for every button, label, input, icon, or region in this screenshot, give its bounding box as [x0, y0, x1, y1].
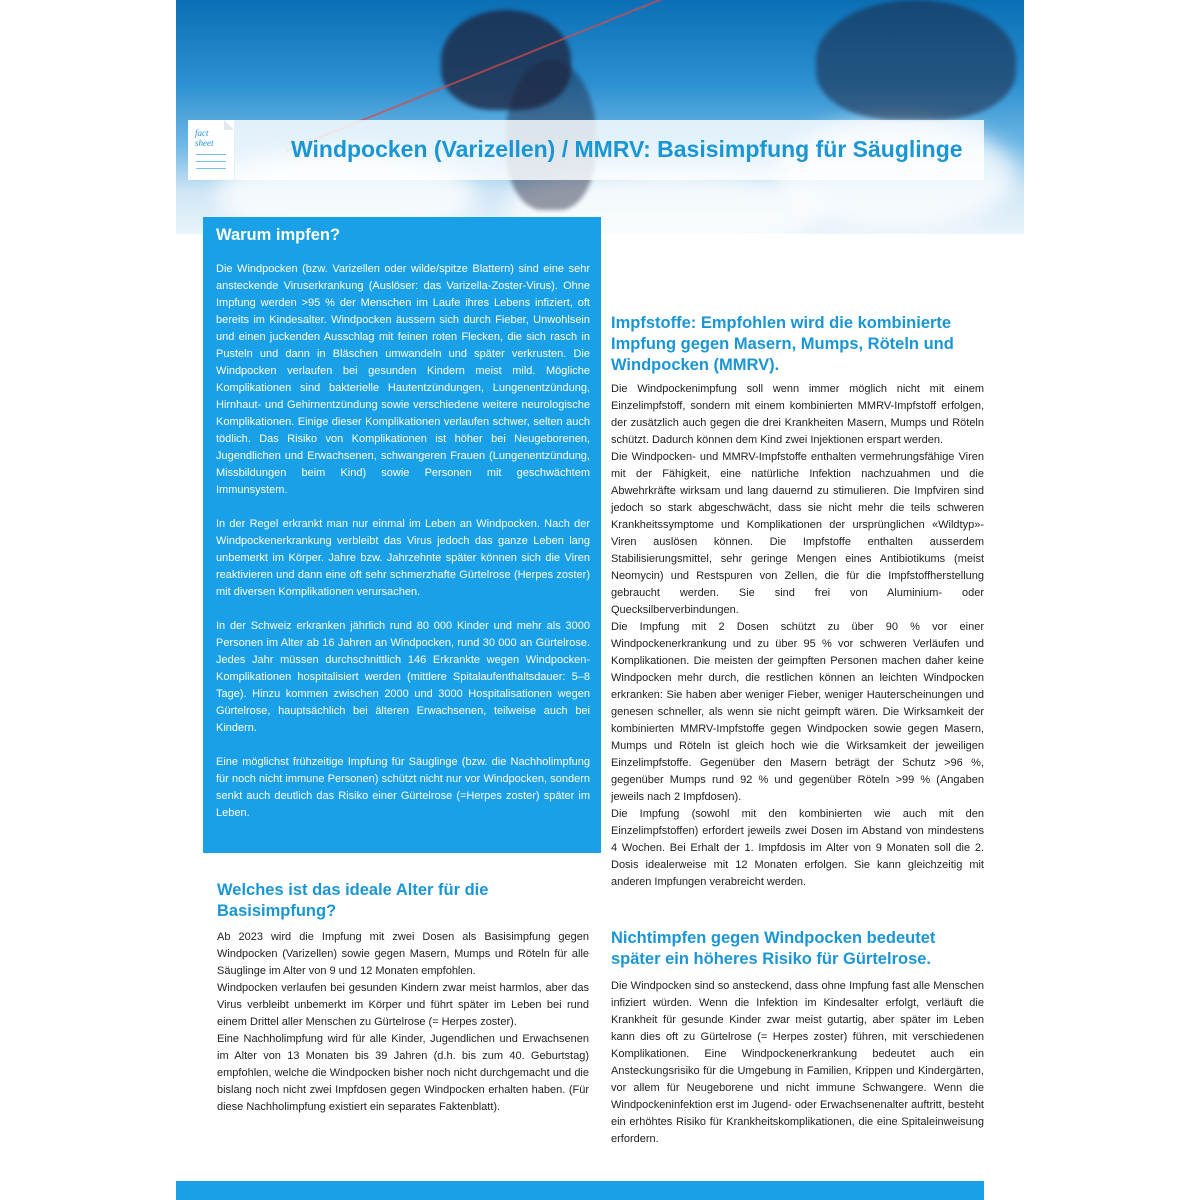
factsheet-label: fact [195, 128, 209, 138]
vaccines-section [611, 381, 984, 891]
why-paragraph: In der Regel erkrankt man nur einmal im Leben an Windpocken. Nach der Windpockenerkrankung verbleibt das Virus jedoch das ganze Leben lang unbemerkt im Körper. Jahre bzw. Jahrzehnte später können sich die Viren reaktivieren und dann eine oft sehr schmerzhafte Gürtelrose (Herpes zoster) mit diversen Komplikationen verursachen. [216, 518, 590, 598]
vaccines-paragraph: Die Windpocken- und MMRV-Impfstoffe enthalten vermehrungsfähige Viren mit der Fähigkeit, eine natürliche Infektion nachzuahmen und die Abwehrkräfte wirksam und lang dauernd zu stimulieren. Die Impfviren sind jedoch so stark abgeschwächt, dass sie nicht mehr die teils schweren Krankheitssymptome und Komplikationen der ursprünglichen «Wildtyp»-Viren auslösen können. Die Impfstoffe enthalten ausserdem Stabilisierungsmittel, sehr geringe Mengen eines Antibiotikums (meist Neomycin) und Restspuren von Zellen, die für die Impfstoffherstellung gebraucht werden. Sie sind frei von Aluminium- oder Quecksilberverbindungen. [611, 451, 984, 616]
age-section [217, 929, 589, 1116]
why-heading: Warum impfen? [216, 226, 341, 244]
factsheet-label: sheet [195, 138, 214, 148]
vaccines-paragraph: Die Windpockenimpfung soll wenn immer möglich nicht mit einem Einzelimpfstoff, sondern mit einem kombinierten MMRV-Impfstoff erfolgen, der zusätzlich auch gegen die drei Krankheiten Masern, Mumps und Röteln schützt. Dadurch können dem Kind zwei Injektionen erspart werden. [611, 383, 984, 446]
vaccines-paragraph: Die Impfung mit 2 Dosen schützt zu über 90 % vor einer Windpockenerkrankung und zu über 95 % vor schweren Verläufen und Komplikationen. Die meisten der geimpften Personen machen daher keine Windpocken mehr durch, die restlichen können an leichten Windpocken erkranken: Sie haben aber weniger Fieber, weniger Hauterscheinungen und genesen schneller, als wenn sie nicht geimpft wären. Die Wirksamkeit der kombinierten MMRV-Impfstoffe gegen Windpocken sowie gegen Masern, Mumps und Röteln ist gleich hoch wie die Wirksamkeit der jeweiligen Einzelimpfstoffe. Gegenüber den Masern beträgt der Schutz >96 %, gegenüber Mumps rund 92 % und gegenüber Röteln >99 % (Angaben jeweils nach 2 Impfdosen). [611, 621, 984, 803]
vaccines-heading-line: Impfstoffe: Empfohlen wird die kombinierte [611, 314, 952, 332]
vaccines-heading [611, 313, 954, 376]
why-paragraph: In der Schweiz erkranken jährlich rund 80 000 Kinder und mehr als 3000 Personen im Alter ab 16 Jahren an Windpocken, rund 30 000 an Gürtelrose. Jedes Jahr müssen durchschnittlich 146 Erkrankte wegen Windpocken-Komplikationen hospitalisiert werden (mittlere Spitalaufenthaltsdauer: 5–8 Tage). Hinzu kommen zwischen 2000 und 3000 Hospitalisationen wegen Gürtelrose, hauptsächlich bei älteren Erwachsenen, teilweise auch bei Kindern. [216, 620, 590, 734]
vaccines-heading-line: Impfung gegen Masern, Mumps, Röteln und [611, 335, 954, 353]
fact-sheet-icon [188, 120, 235, 180]
age-paragraph: Ab 2023 wird die Impfung mit zwei Dosen als Basisimpfung gegen Windpocken (Varizellen) sowie gegen Masern, Mumps und Röteln für alle Säuglinge im Alter von 9 und 12 Monaten empfohlen. [217, 931, 589, 977]
why-paragraph: Eine möglichst frühzeitige Impfung für Säuglinge (bzw. die Nachholimpfung für noch nicht immune Personen) schützt nicht nur vor Windpocken, sondern senkt auch deutlich das Risiko einer Gürtelrose (=Herpes zoster) später im Leben. [216, 756, 590, 819]
risk-heading-line: später ein höheres Risiko für Gürtelrose. [611, 950, 932, 968]
age-paragraph: Windpocken verlaufen bei gesunden Kindern zwar meist harmlos, aber das Virus verbleibt unbemerkt im Körper und führt später im Leben bei rund einem Drittel aller Menschen zu Gürtelrose (= Herpes zoster). [217, 982, 589, 1028]
risk-paragraph: Die Windpocken sind so ansteckend, dass ohne Impfung fast alle Menschen infiziert würden. Wenn die Infektion im Kindesalter erfolgt, verläuft die Krankheit für gesunde Kinder zwar meist gutartig, aber später im Leben kann dies oft zu Gürtelrose (= Herpes zoster) führen, mit verschiedenen Komplikationen. Eine Windpockenerkrankung bedeutet auch ein Ansteckungsrisiko für die Umgebung in Familien, Krippen und Kindergärten, vor allem für Neugeborene und nicht immune Schwangere. Wenn die Windpockeninfektion erst im Jugend- oder Erwachsenenalter auftritt, besteht ein erhöhtes Risiko für Krankheitskomplikationen, die eine Spitaleinweisung erfordern. [611, 980, 984, 1145]
hero-photo [176, 0, 1024, 234]
age-heading-line: Welches ist das ideale Alter für die [217, 881, 489, 899]
vaccines-heading-line: Windpocken (MMRV). [611, 356, 780, 374]
risk-heading [611, 928, 935, 970]
vaccines-paragraph: Die Impfung (sowohl mit den kombinierten wie auch mit den Einzelimpfstoffen) erfordert jeweils zwei Dosen im Abstand von mindestens 4 Wochen. Bei Erhalt der 1. Impfdosis im Alter von 9 Monaten soll die 2. Dosis idealerweise mit 12 Monaten erfolgen. Sie kann gleichzeitig mit anderen Impfungen verabreicht werden. [611, 808, 984, 888]
age-heading-line: Basisimpfung? [217, 902, 337, 920]
footer-bar [176, 1181, 984, 1200]
age-heading [217, 880, 488, 922]
age-paragraph: Eine Nachholimpfung wird für alle Kinder, Jugendlichen und Erwachsenen im Alter von 13 Monaten bis 39 Jahren (d.h. bis zum 40. Geburtstag) empfohlen, welche die Windpocken bisher noch nicht durchgemacht und die bislang noch nicht zwei Impfdosen gegen Windpocken erhalten haben. (Für diese Nachholimpfung existiert ein separates Faktenblatt). [217, 1033, 589, 1113]
risk-heading-line: Nichtimpfen gegen Windpocken bedeutet [611, 929, 936, 947]
page-title: Windpocken (Varizellen) / MMRV: Basisimpfung für Säuglinge [291, 136, 963, 162]
why-paragraph: Die Windpocken (bzw. Varizellen oder wilde/spitze Blattern) sind eine sehr ansteckende Viruserkrankung (Auslöser: das Varizella-Zoster-Virus). Ohne Impfung werden >95 % der Menschen im Laufe ihres Lebens infiziert, oft bereits im Kindesalter. Windpocken äussern sich durch Fieber, Unwohlsein und einen juckenden Ausschlag mit feinen roten Flecken, die sich rasch in Pusteln und dann in Bläschen umwandeln und später verkrusten. Die Windpocken verlaufen bei gesunden Kindern meist mild. Mögliche Komplikationen sind bakterielle Hautentzündungen, Lungenentzündung, Hirnhaut- und Gehirnentzündung sowie verschiedene weitere neurologische Komplikationen. Einige dieser Komplikationen verlaufen schwer, selten auch tödlich. Das Risiko von Komplikationen ist höher bei Neugeborenen, Jugendlichen und Erwachsenen, schwangeren Frauen (Lungenentzündung, Missbildungen beim Kind) sowie Personen mit geschwächtem Immunsystem. [216, 263, 590, 496]
risk-section [611, 978, 984, 1148]
why-vaccinate-box [203, 217, 601, 853]
document-page [176, 0, 984, 1200]
